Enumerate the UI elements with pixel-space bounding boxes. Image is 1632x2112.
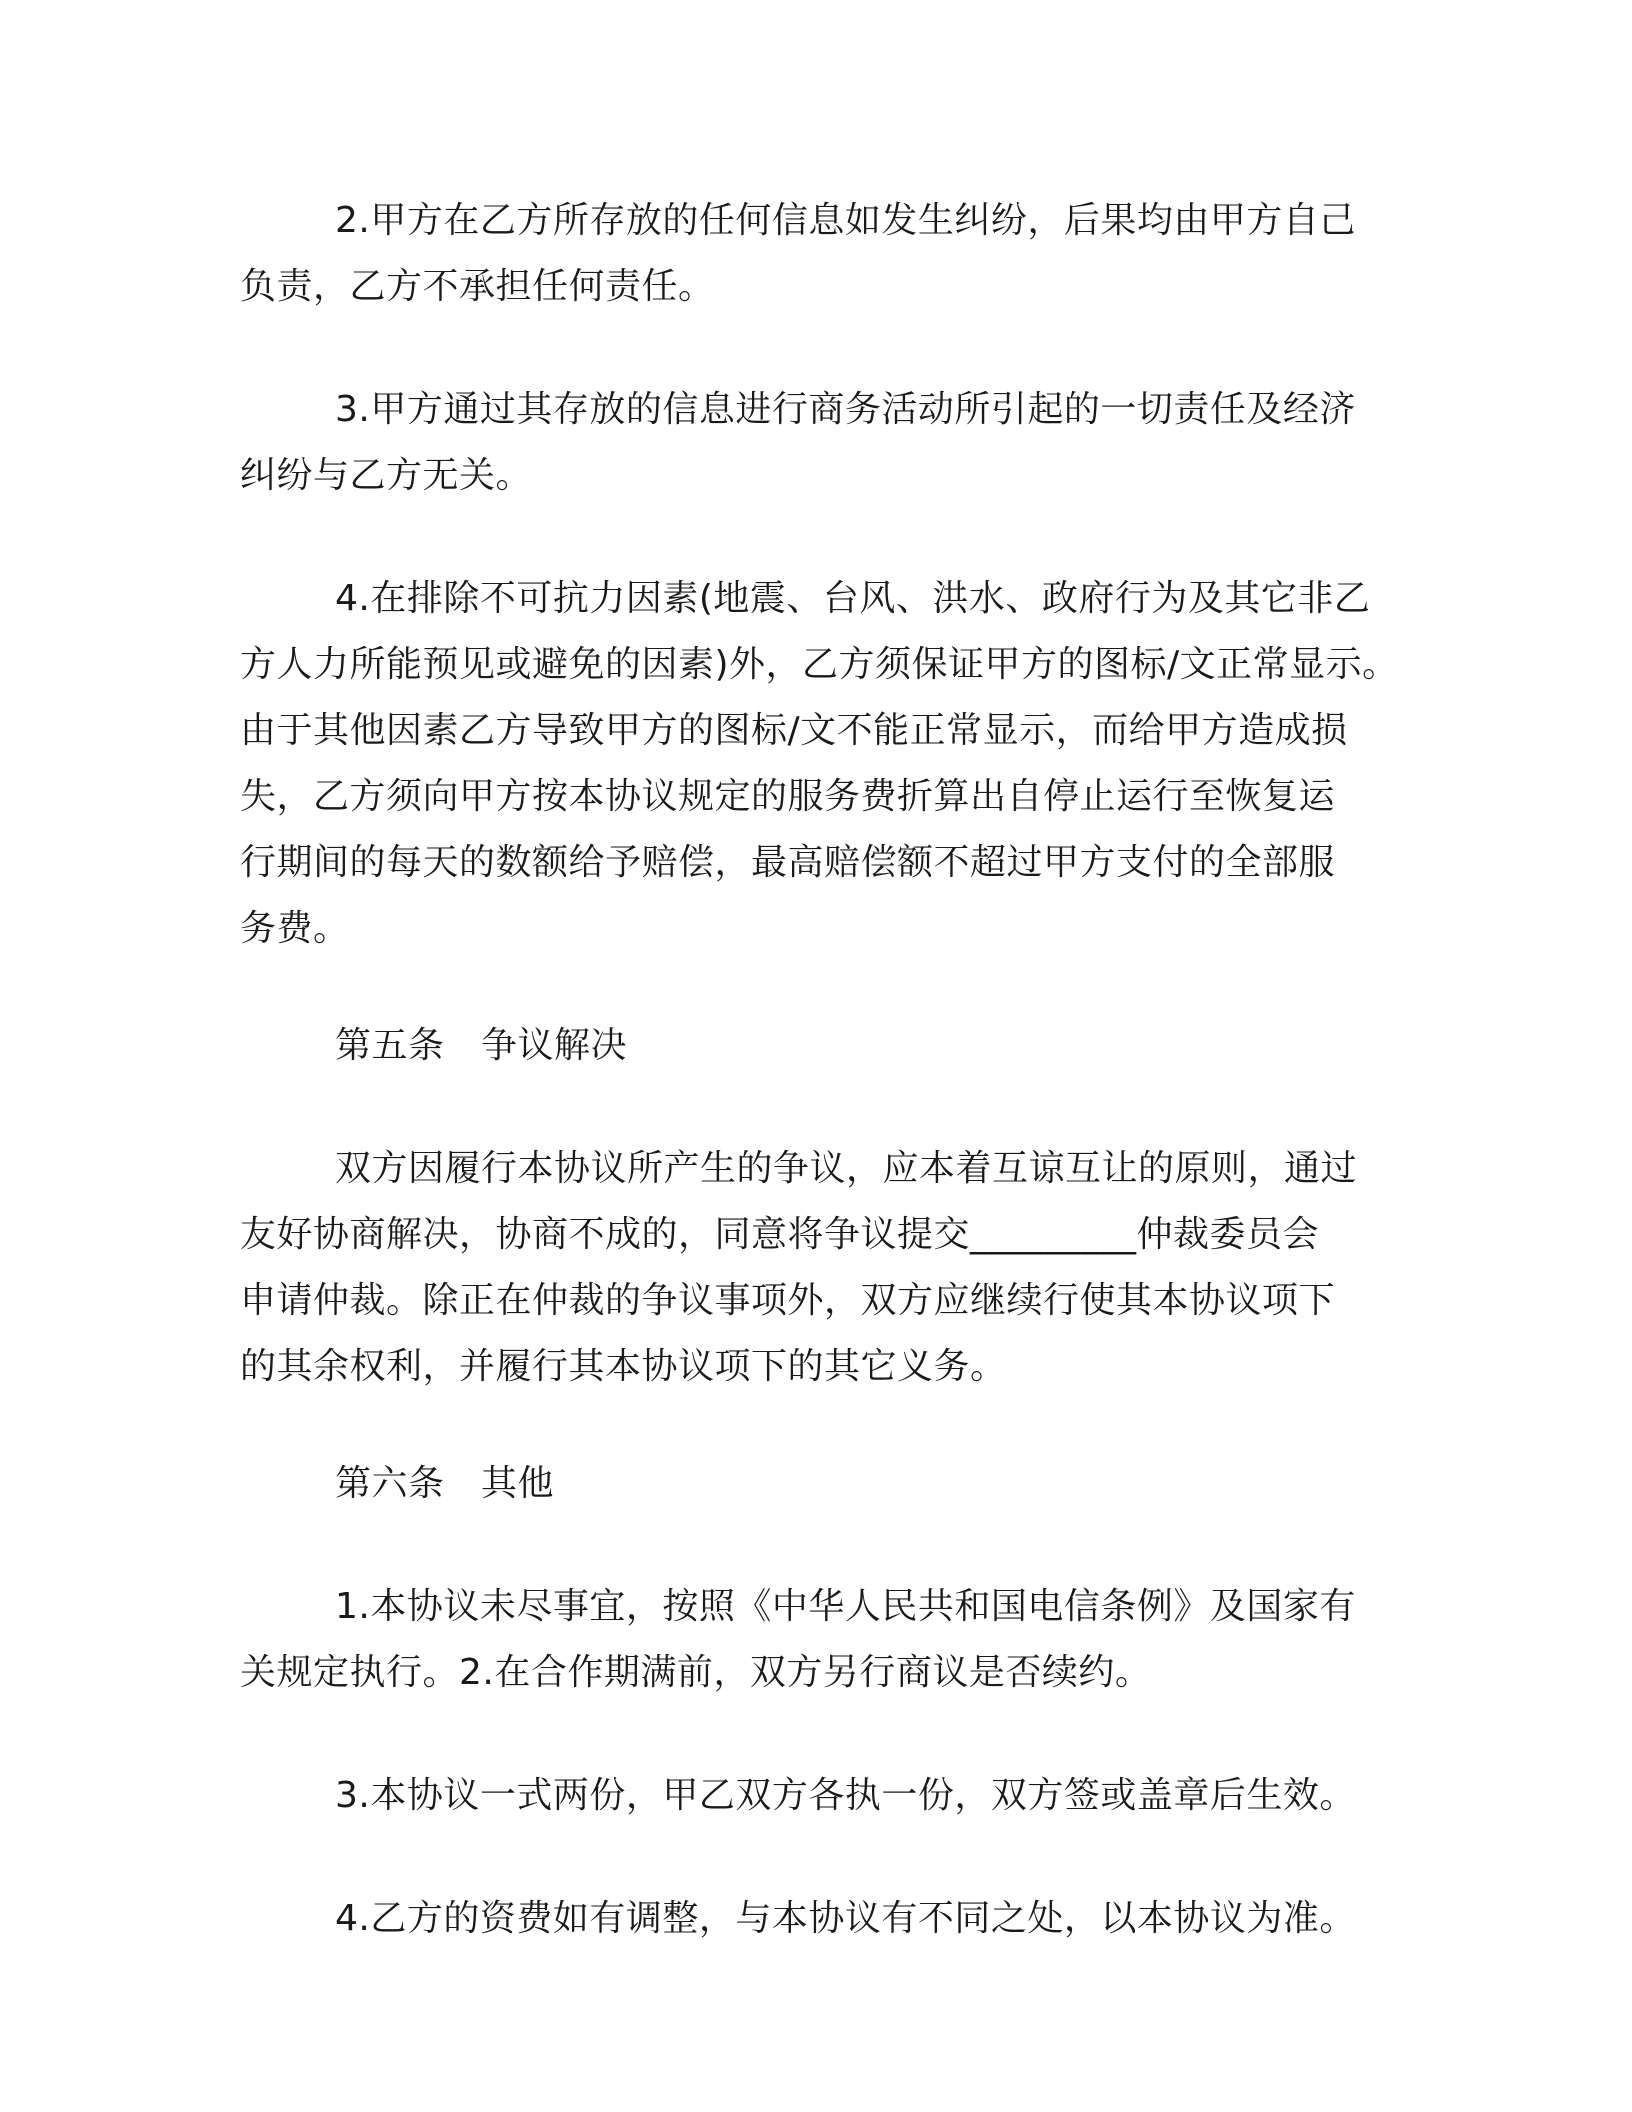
section-heading-article-5: 第五条 争议解决 (335, 1025, 628, 1066)
paragraph-clause-6-1 (240, 1574, 1405, 1706)
document-body (240, 188, 1405, 1952)
paragraph-clause-4-3 (240, 377, 1405, 509)
text-line: 3.本协议一式两份，甲乙双方各执一份，双方签或盖章后生效。 (335, 1775, 1356, 1816)
text-line: 负责，乙方不承担任何责任。 (240, 266, 715, 307)
text-line: 1.本协议未尽事宜，按照《中华人民共和国电信条例》及国家有 (335, 1586, 1356, 1627)
paragraph-clause-4-4 (240, 566, 1405, 962)
text-line: 纠纷与乙方无关。 (240, 455, 533, 496)
text-line: 2.甲方在乙方所存放的任何信息如发生纠纷，后果均由甲方自己 (335, 200, 1356, 241)
text-line: 3.甲方通过其存放的信息进行商务活动所引起的一切责任及经济 (335, 389, 1356, 430)
text-line: 友好协商解决，协商不成的，同意将争议提交_________仲裁委员会 (240, 1214, 1320, 1255)
section-heading-article-6: 第六条 其他 (335, 1463, 555, 1504)
text-line: 关规定执行。2.在合作期满前，双方另行商议是否续约。 (240, 1652, 1152, 1693)
text-line: 由于其他因素乙方导致甲方的图标/文不能正常显示，而给甲方造成损 (240, 710, 1348, 751)
text-line: 的其余权利，并履行其本协议项下的其它义务。 (240, 1346, 1007, 1387)
text-line: 4.在排除不可抗力因素(地震、台风、洪水、政府行为及其它非乙 (335, 578, 1371, 619)
paragraph-article-5 (240, 1136, 1405, 1400)
text-line: 失，乙方须向甲方按本协议规定的服务费折算出自停止运行至恢复运 (240, 776, 1336, 817)
text-line: 4.乙方的资费如有调整，与本协议有不同之处，以本协议为准。 (335, 1898, 1356, 1939)
text-line: 方人力所能预见或避免的因素)外，乙方须保证甲方的图标/文正常显示。 (240, 644, 1399, 685)
text-line: 务费。 (240, 908, 350, 949)
paragraph-clause-6-4 (240, 1886, 1405, 1952)
text-line: 行期间的每天的数额给予赔偿，最高赔偿额不超过甲方支付的全部服 (240, 842, 1336, 883)
text-line: 申请仲裁。除正在仲裁的争议事项外，双方应继续行使其本协议项下 (240, 1280, 1336, 1321)
paragraph-clause-4-2 (240, 188, 1405, 320)
paragraph-clause-6-3 (240, 1763, 1405, 1829)
text-line: 双方因履行本协议所产生的争议，应本着互谅互让的原则，通过 (335, 1148, 1358, 1189)
